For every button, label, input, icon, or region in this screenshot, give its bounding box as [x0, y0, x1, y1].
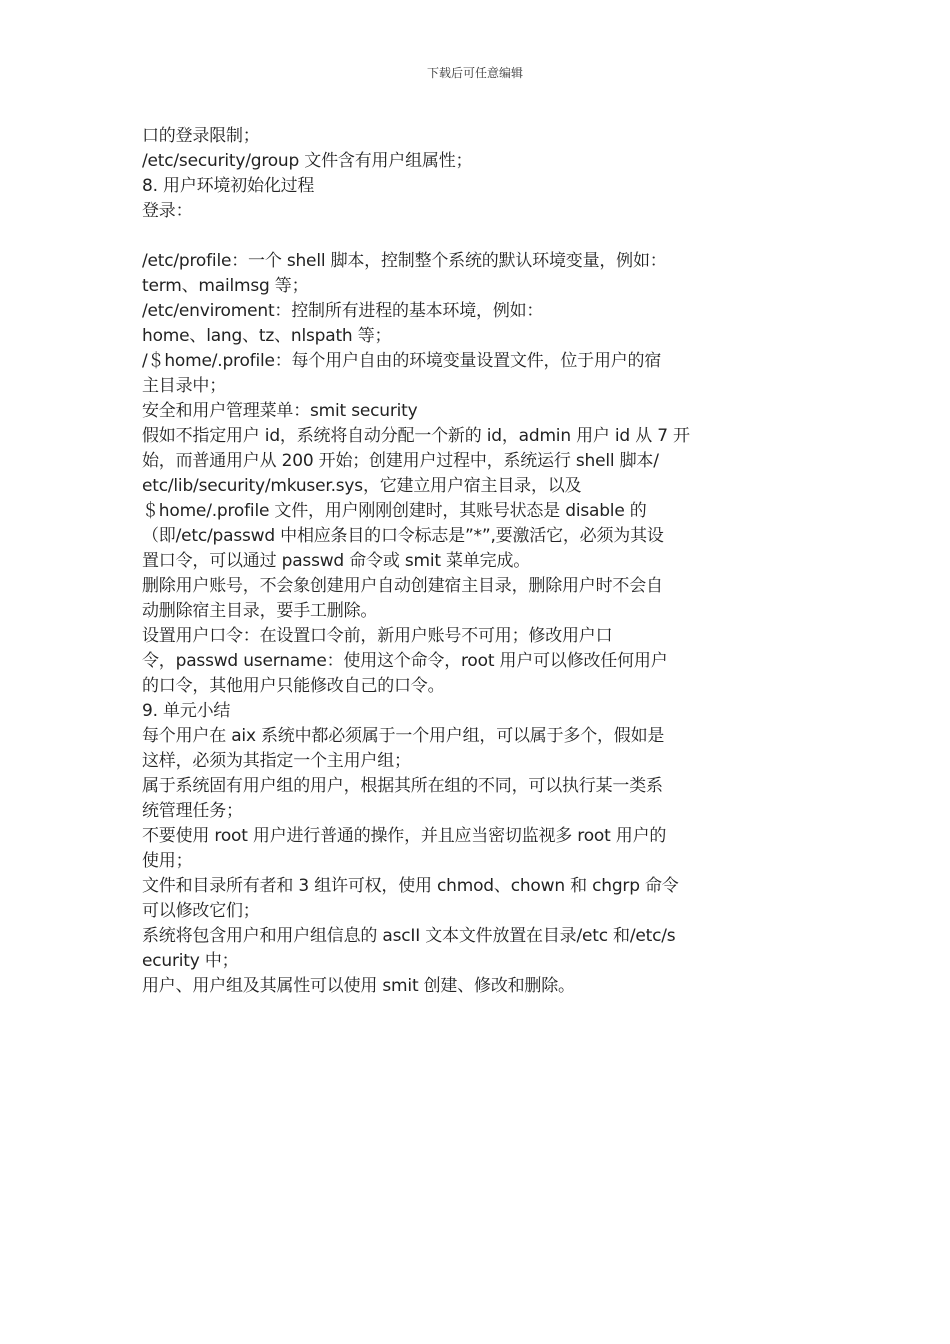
text-line: 安全和用户管理菜单：smit security	[142, 401, 418, 421]
text-line: 主目录中；	[142, 376, 226, 396]
text-line: home、lang、tz、nlspath 等；	[142, 326, 392, 346]
text-line: 设置用户口令：在设置口令前，新用户账号不可用；修改用户口	[142, 626, 613, 646]
text-line: 置口令，可以通过 passwd 命令或 smit 菜单完成。	[142, 551, 531, 571]
blank-line	[142, 224, 742, 249]
page-header: 下载后可任意编辑	[426, 66, 523, 80]
text-line: 9. 单元小结	[142, 701, 231, 721]
text-line: ecurity 中；	[142, 951, 239, 971]
text-line: 统管理任务；	[142, 801, 243, 821]
text-line: 假如不指定用户 id，系统将自动分配一个新的 id，admin 用户 id 从 7 开	[142, 426, 690, 446]
text-line: 用户、用户组及其属性可以使用 smit 创建、修改和删除。	[142, 976, 575, 996]
text-line: 始，而普通用户从 200 开始；创建用户过程中，系统运行 shell 脚本/	[142, 451, 659, 471]
text-line: 删除用户账号，不会象创建用户自动创建宿主目录，删除用户时不会自	[142, 576, 663, 596]
text-line: 口的登录限制；	[142, 126, 260, 146]
text-line: 不要使用 root 用户进行普通的操作，并且应当密切监视多 root 用户的	[142, 826, 667, 846]
text-line: 登录：	[142, 201, 193, 221]
text-line: 的口令，其他用户只能修改自己的口令。	[142, 676, 445, 696]
text-line: 每个用户在 aix 系统中都必须属于一个用户组，可以属于多个，假如是	[142, 726, 665, 746]
text-line: 动删除宿主目录，要手工删除。	[142, 601, 378, 621]
text-line: 系统将包含用户和用户组信息的 ascII 文本文件放置在目录/etc 和/etc/s	[142, 926, 676, 946]
text-line: 8. 用户环境初始化过程	[142, 176, 315, 196]
text-line: /＄home/.profile：每个用户自由的环境变量设置文件，位于用户的宿	[142, 351, 662, 371]
text-line: /etc/profile：一个 shell 脚本，控制整个系统的默认环境变量，例如：	[142, 251, 667, 271]
text-line: etc/lib/security/mkuser.sys，它建立用户宿主目录，以及	[142, 476, 582, 496]
document-body	[142, 124, 742, 999]
text-line: 文件和目录所有者和 3 组许可权，使用 chmod、chown 和 chgrp 命令	[142, 876, 679, 896]
text-line: term、mailmsg 等；	[142, 276, 309, 296]
text-line: 令，passwd username：使用这个命令，root 用户可以修改任何用户	[142, 651, 668, 671]
text-line: （即/etc/passwd 中相应条目的口令标志是”*”,要激活它，必须为其设	[142, 526, 664, 546]
text-line: 可以修改它们；	[142, 901, 260, 921]
text-line: 属于系统固有用户组的用户，根据其所在组的不同，可以执行某一类系	[142, 776, 663, 796]
text-line: 这样，必须为其指定一个主用户组；	[142, 751, 411, 771]
text-line: ＄home/.profile 文件，用户刚刚创建时，其账号状态是 disable 的	[142, 501, 647, 521]
text-line: /etc/security/group 文件含有用户组属性；	[142, 151, 473, 171]
text-line: 使用；	[142, 851, 193, 871]
text-line: /etc/enviroment：控制所有进程的基本环境，例如：	[142, 301, 544, 321]
